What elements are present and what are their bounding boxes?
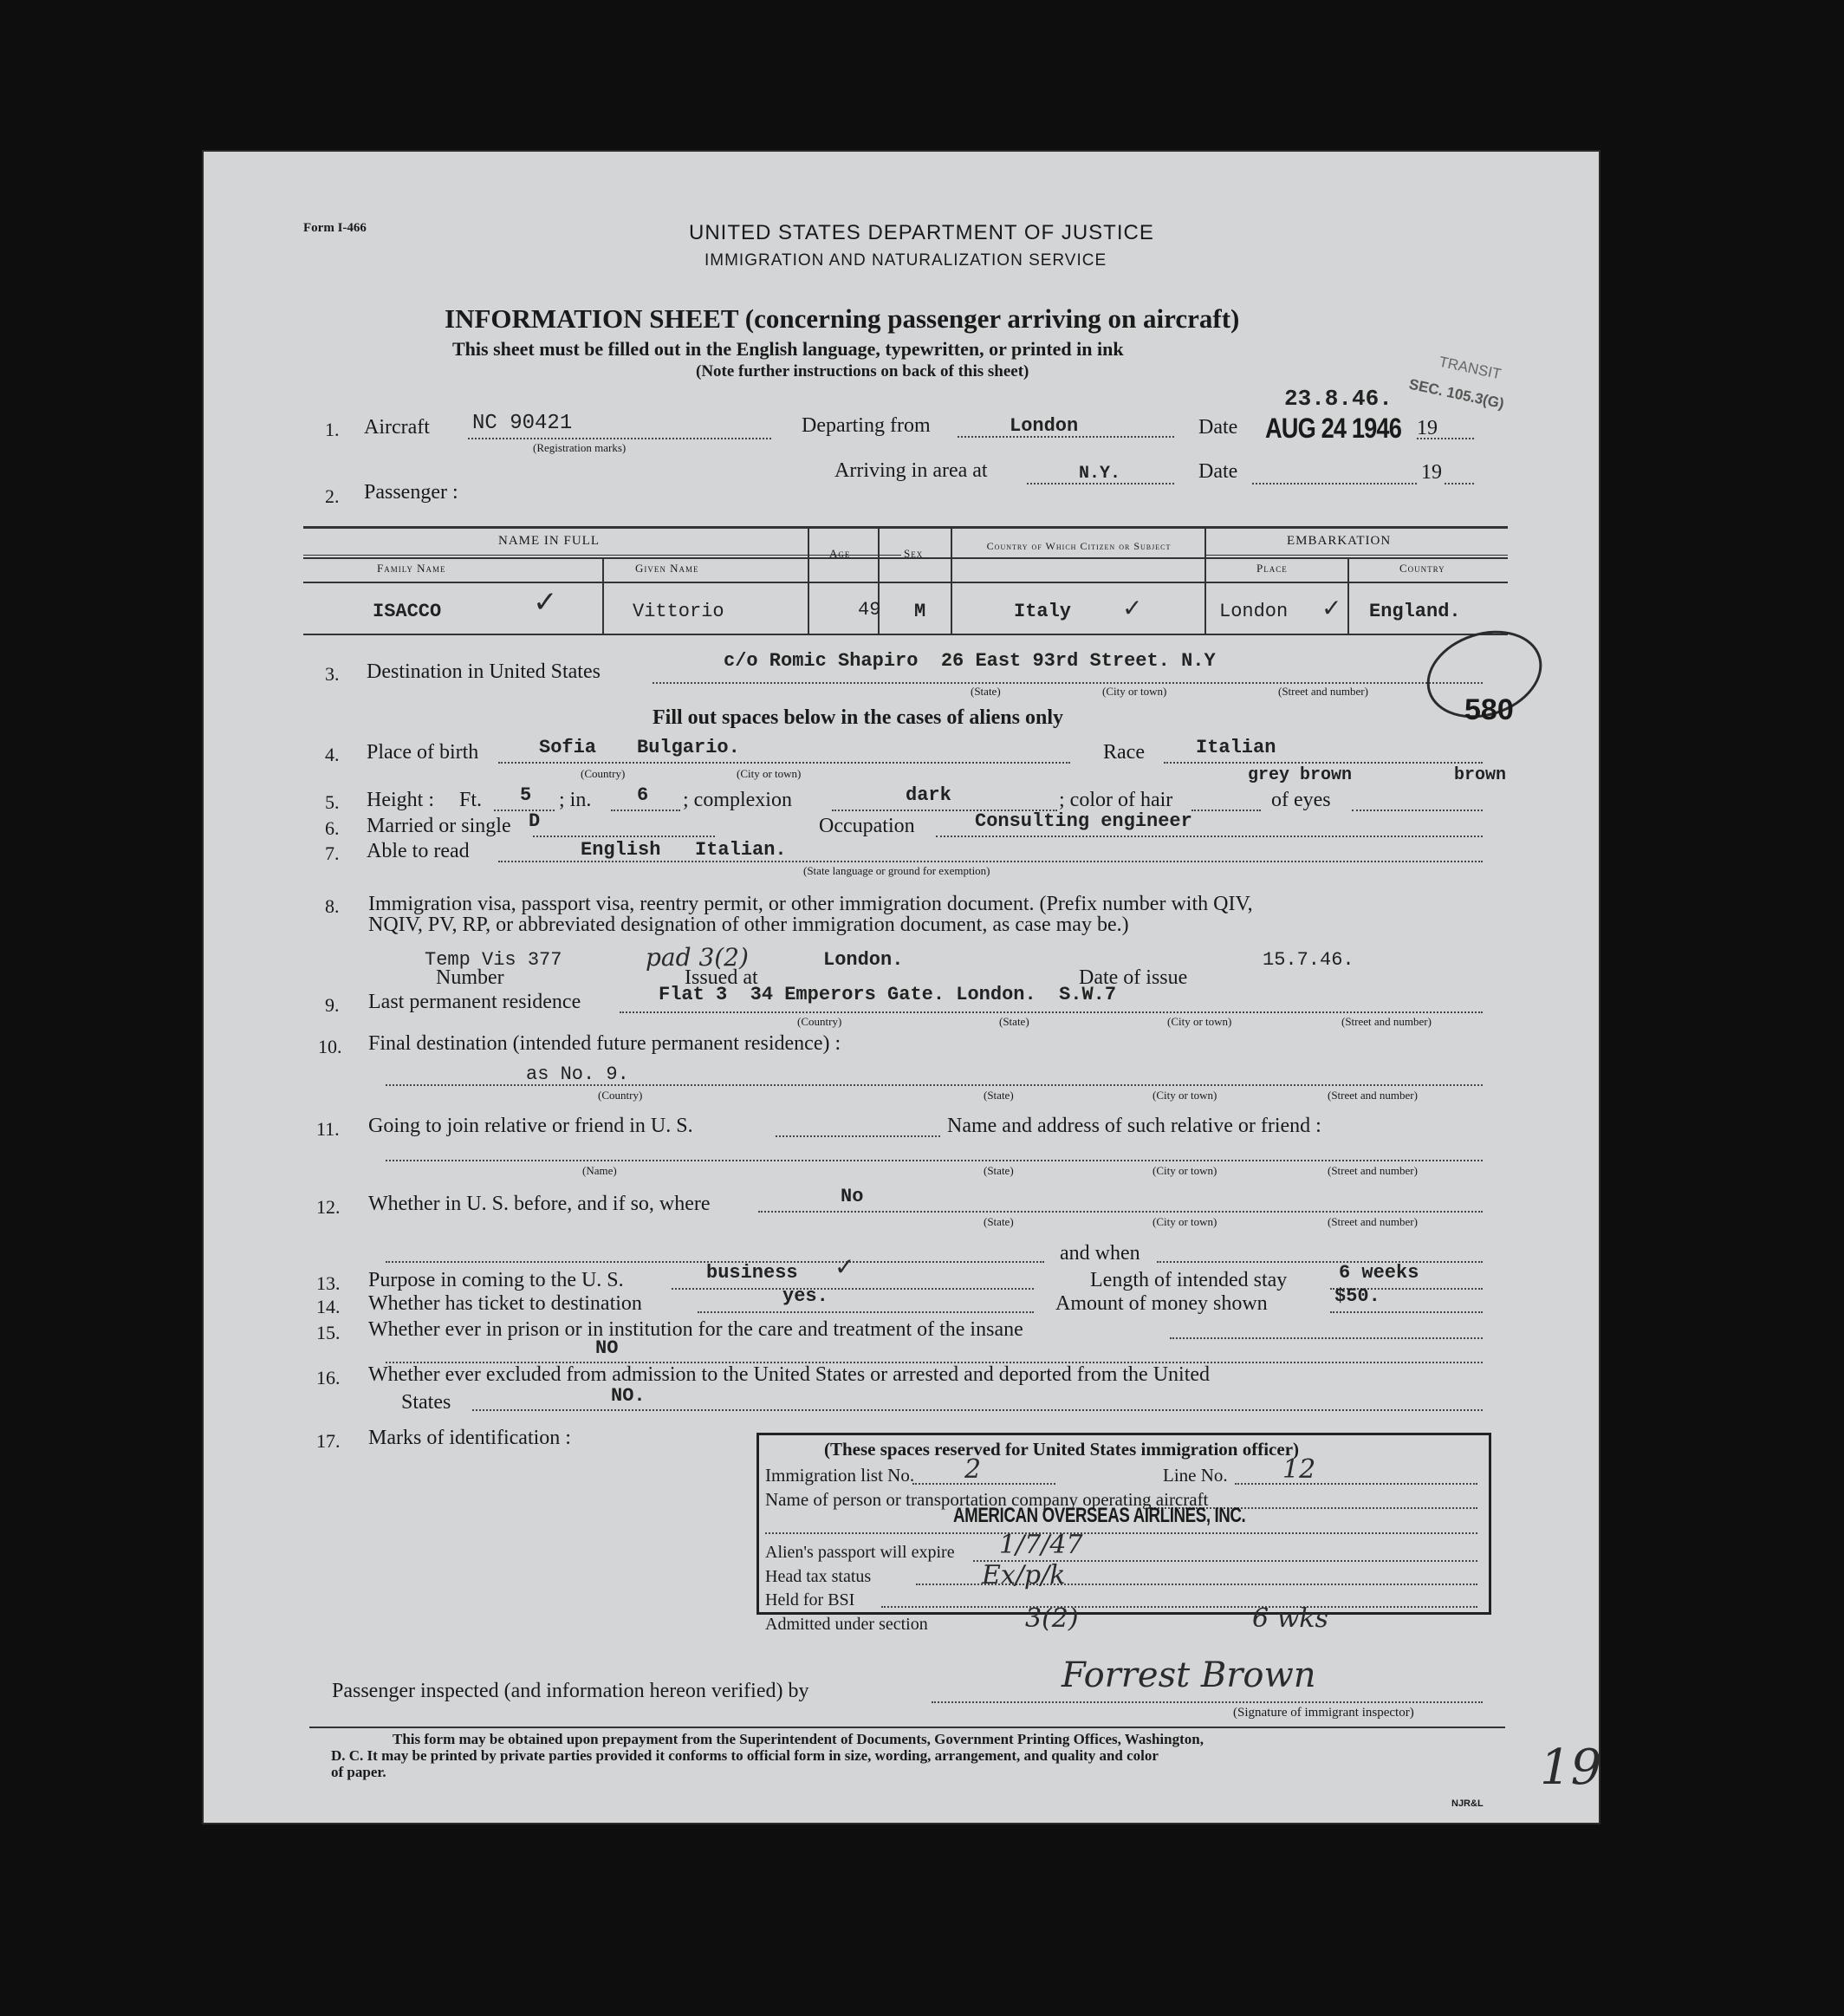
- family-name-header: Family Name: [377, 562, 446, 575]
- sec-stamp: SEC. 105.3(G): [1407, 375, 1506, 413]
- age-header: Age: [829, 547, 851, 560]
- last-residence-label: Last permanent residence: [368, 991, 581, 1013]
- document-text-1: Immigration visa, passport visa, reentry permit, or other immigration document. (Prefix number with QIV,: [368, 893, 1253, 915]
- form-note: (Note further instructions on back of this sheet): [696, 362, 1029, 380]
- prison-value: NO: [595, 1337, 619, 1359]
- citizen-country-header: Country of Which Citizen or Subject: [986, 540, 1172, 552]
- check-mark-icon: ✓: [533, 585, 558, 620]
- item-12-number: 12.: [316, 1196, 341, 1218]
- footer-text-2: D. C. It may be printed by private parties provided it conforms to official form in size, wording, arrangement, and quality and color: [331, 1747, 1159, 1764]
- final-destination-value: as No. 9.: [526, 1063, 629, 1085]
- place-header: Place: [1256, 562, 1288, 575]
- purpose-value: business: [706, 1262, 798, 1284]
- eye-color-value: brown: [1454, 765, 1507, 785]
- state-caption: (State): [984, 1164, 1014, 1177]
- street-caption: (Street and number): [1328, 1089, 1418, 1102]
- occupation-value: Consulting engineer: [975, 810, 1192, 832]
- state-caption: (State): [999, 1015, 1029, 1028]
- state-caption: (State): [984, 1215, 1014, 1228]
- held-bsi-label: Held for BSI: [765, 1590, 855, 1610]
- inches-value: 6: [637, 784, 649, 806]
- age-value: 49: [858, 599, 881, 621]
- race-value: Italian: [1196, 737, 1276, 758]
- number-label: Number: [436, 966, 504, 989]
- given-name-header: Given Name: [635, 562, 699, 575]
- destination-label: Destination in United States: [367, 660, 601, 683]
- item-10-number: 10.: [318, 1036, 342, 1057]
- complexion-label: ; complexion: [683, 789, 792, 811]
- document-text-2: NQIV, PV, RP, or abbreviated designation of other immigration document, as case may be.): [368, 914, 1129, 936]
- issued-at-label: Issued at: [685, 966, 758, 989]
- item-8-number: 8.: [325, 895, 340, 917]
- feet-label: Ft.: [459, 789, 483, 811]
- excluded-value: NO.: [611, 1385, 646, 1407]
- last-residence-value: Flat 3 34 Emperors Gate. London. S.W.7: [659, 984, 1117, 1005]
- when-label: and when: [1060, 1242, 1140, 1265]
- departing-value: London: [1010, 415, 1079, 437]
- city-caption: (City or town): [737, 767, 802, 780]
- name-in-full-header: NAME IN FULL: [498, 534, 600, 548]
- check-mark-icon: ✓: [1321, 594, 1342, 622]
- year2-label: 19: [1421, 461, 1442, 484]
- money-label: Amount of money shown: [1055, 1292, 1268, 1315]
- date-label: Date: [1198, 416, 1238, 439]
- item-2-number: 2.: [325, 485, 340, 507]
- stay-length-label: Length of intended stay: [1090, 1269, 1288, 1291]
- check-mark-icon: ✓: [1122, 594, 1143, 622]
- destination-value: c/o Romic Shapiro 26 East 93rd Street. N.Y: [724, 650, 1216, 672]
- form-title: INFORMATION SHEET (concerning passenger arriving on aircraft): [445, 303, 1240, 334]
- race-label: Race: [1103, 741, 1145, 764]
- arriving-value: N.Y.: [1079, 464, 1121, 484]
- city-caption: (City or town): [1167, 1015, 1232, 1028]
- place-of-birth-label: Place of birth: [367, 741, 479, 764]
- occupation-label: Occupation: [819, 815, 915, 837]
- document-number-value: Temp Vis 377: [425, 949, 562, 971]
- passport-expire-value: 1/7/47: [999, 1530, 1083, 1560]
- ticket-value: yes.: [782, 1285, 828, 1307]
- form-sheet: [204, 152, 1602, 1823]
- line-no-label: Line No.: [1163, 1465, 1228, 1486]
- service-name: IMMIGRATION AND NATURALIZATION SERVICE: [704, 251, 1107, 270]
- street-caption: (Street and number): [1341, 1015, 1432, 1028]
- item-3-number: 3.: [325, 663, 340, 685]
- country-caption: (Country): [598, 1089, 643, 1102]
- prison-label: Whether ever in prison or in institution for the care and treatment of the insane: [368, 1318, 1023, 1341]
- departing-label: Departing from: [802, 414, 931, 437]
- excluded-label: Whether ever excluded from admission to the United States or arrested and deported from the United: [368, 1363, 1211, 1386]
- date2-label: Date: [1198, 460, 1238, 483]
- join-relative-label: Going to join relative or friend in U. S.: [368, 1115, 693, 1137]
- embarkation-header: EMBARKATION: [1287, 534, 1392, 548]
- form-subtitle: This sheet must be filled out in the English language, typewritten, or printed in ink: [452, 338, 1124, 360]
- city-caption: (City or town): [1152, 1164, 1217, 1177]
- inches-label: ; in.: [559, 789, 592, 811]
- immigration-list-label: Immigration list No.: [765, 1465, 915, 1486]
- admitted-weeks-value: 6 wks: [1252, 1603, 1328, 1634]
- city-caption: (City or town): [1102, 685, 1167, 698]
- country-caption: (Country): [581, 767, 626, 780]
- sex-header: Sex: [904, 547, 924, 560]
- able-to-read-label: Able to read: [367, 840, 470, 862]
- passport-expire-label: Alien's passport will expire: [765, 1543, 955, 1562]
- marital-value: D: [529, 810, 541, 832]
- birth-city-value: Bulgario.: [637, 737, 740, 758]
- languages-value: English Italian.: [581, 839, 787, 861]
- state-caption: (State): [984, 1089, 1014, 1102]
- embarkation-country-value: England.: [1369, 601, 1461, 622]
- item-1-number: 1.: [325, 419, 340, 440]
- aliens-heading: Fill out spaces below in the cases of aliens only: [653, 706, 1064, 729]
- operator-label: Name of person or transportation company operating aircraft: [765, 1489, 1209, 1510]
- eyes-label: of eyes: [1271, 789, 1331, 811]
- issue-date-value: 15.7.46.: [1263, 949, 1354, 971]
- complexion-value: dark: [906, 784, 951, 806]
- street-caption: (Street and number): [1328, 1215, 1418, 1228]
- ticket-label: Whether has ticket to destination: [368, 1292, 642, 1315]
- street-caption: (Street and number): [1328, 1164, 1418, 1177]
- street-caption: (Street and number): [1278, 685, 1368, 698]
- state-caption: (State): [971, 685, 1001, 698]
- operator-stamp: AMERICAN OVERSEAS AIRLINES, INC.: [953, 1504, 1246, 1527]
- city-caption: (City or town): [1152, 1215, 1217, 1228]
- height-label: Height :: [367, 789, 434, 811]
- page-number: 19: [1540, 1740, 1602, 1796]
- transit-stamp: TRANSIT: [1437, 353, 1503, 383]
- embarkation-country-header: Country: [1399, 562, 1445, 575]
- name-caption: (Name): [582, 1164, 617, 1177]
- family-name-value: ISACCO: [373, 601, 442, 622]
- item-16-number: 16.: [316, 1367, 341, 1388]
- feet-value: 5: [520, 784, 532, 806]
- registration-caption: (Registration marks): [533, 441, 627, 454]
- item-4-number: 4.: [325, 744, 340, 765]
- inspector-signature: Forrest Brown: [1062, 1655, 1316, 1695]
- given-name-value: Vittorio: [633, 601, 724, 622]
- issue-date-label: Date of issue: [1079, 966, 1188, 989]
- language-caption: (State language or ground for exemption): [803, 864, 990, 877]
- city-caption: (City or town): [1152, 1089, 1217, 1102]
- place-value: London: [1219, 601, 1289, 622]
- birth-country-value: Sofia: [539, 737, 597, 758]
- hair-color-value: grey brown: [1248, 765, 1353, 785]
- head-tax-value: Ex/p/k: [982, 1560, 1066, 1590]
- excluded-label-2: States: [401, 1391, 451, 1414]
- final-destination-label: Final destination (intended future permanent residence) :: [368, 1032, 841, 1055]
- signature-caption: (Signature of immigrant inspector): [1233, 1706, 1414, 1720]
- marital-label: Married or single: [367, 815, 511, 837]
- footer-text-1: This form may be obtained upon prepayment from the Superintendent of Documents, Government Printing Offices, Washington,: [393, 1731, 1204, 1747]
- visa-handwritten-note: pad 3(2): [646, 943, 749, 972]
- item-17-number: 17.: [316, 1430, 341, 1452]
- identification-marks-label: Marks of identification :: [368, 1427, 571, 1449]
- check-mark-icon: ✓: [834, 1252, 855, 1281]
- immigration-list-value: 2: [964, 1454, 982, 1485]
- item-15-number: 15.: [316, 1322, 341, 1343]
- money-value: $50.: [1334, 1285, 1380, 1307]
- issued-at-value: London.: [823, 949, 904, 971]
- footer-text-3: of paper.: [331, 1764, 386, 1780]
- sex-value: M: [914, 601, 926, 622]
- item-5-number: 5.: [325, 791, 340, 813]
- item-11-number: 11.: [316, 1118, 340, 1140]
- passenger-label: Passenger :: [364, 481, 458, 504]
- circled-number: 580: [1464, 693, 1514, 726]
- admitted-section-label: Admitted under section: [765, 1615, 928, 1634]
- country-caption: (Country): [797, 1015, 842, 1028]
- prior-visit-value: No: [841, 1186, 864, 1207]
- citizen-value: Italy: [1014, 601, 1072, 622]
- officer-box-title: (These spaces reserved for United States immigration officer): [824, 1439, 1300, 1460]
- date-stamp: AUG 24 1946: [1265, 413, 1401, 444]
- aircraft-value: NC 90421: [472, 412, 573, 435]
- head-tax-label: Head tax status: [765, 1567, 872, 1586]
- arriving-label: Arriving in area at: [834, 459, 988, 482]
- item-14-number: 14.: [316, 1296, 341, 1317]
- inspected-label: Passenger inspected (and information hereon verified) by: [332, 1680, 809, 1702]
- relative-name-label: Name and address of such relative or friend :: [947, 1115, 1321, 1137]
- line-no-value: 12: [1282, 1454, 1316, 1485]
- purpose-label: Purpose in coming to the U. S.: [368, 1269, 624, 1291]
- item-6-number: 6.: [325, 817, 340, 839]
- aircraft-label: Aircraft: [364, 416, 430, 439]
- stay-length-value: 6 weeks: [1339, 1262, 1419, 1284]
- admitted-section-value: 3(2): [1025, 1603, 1079, 1634]
- handwritten-date: 23.8.46.: [1284, 386, 1393, 412]
- item-13-number: 13.: [316, 1272, 341, 1294]
- form-number: Form I-466: [303, 221, 367, 235]
- hair-label: ; color of hair: [1059, 789, 1173, 811]
- year-label: 19: [1417, 417, 1438, 439]
- printer-code: NJR&L: [1451, 1798, 1484, 1809]
- item-7-number: 7.: [325, 842, 340, 864]
- item-9-number: 9.: [325, 994, 340, 1016]
- department-name: UNITED STATES DEPARTMENT OF JUSTICE: [689, 221, 1154, 244]
- prior-visit-label: Whether in U. S. before, and if so, where: [368, 1193, 711, 1215]
